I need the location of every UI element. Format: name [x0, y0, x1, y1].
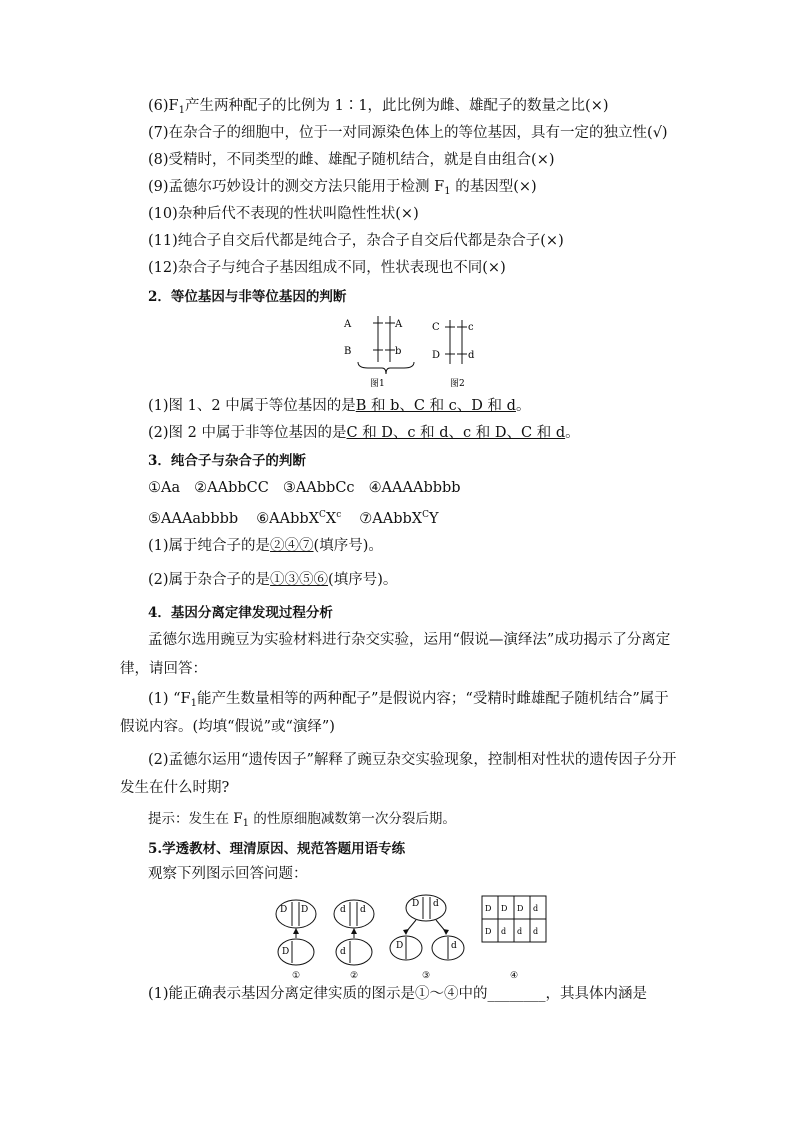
- genotype-item: ⑥AAbbX: [256, 511, 320, 527]
- judgment-text: (7)在杂合子的细胞中，位于一对同源染色体上的等位基因，具有一定的独立性(√): [148, 125, 668, 141]
- figure-caption: 图2: [450, 379, 465, 389]
- section-4-paragraph-cont: 律，请回答：: [120, 661, 207, 677]
- genotype-item: ①Aa: [148, 480, 181, 496]
- gene-label: d: [451, 941, 457, 951]
- judgment-text: 的基因型(×): [450, 179, 537, 195]
- grid-cell: d: [501, 927, 507, 936]
- gene-label: D: [301, 905, 309, 915]
- section-2-heading: 2．等位基因与非等位基因的判断: [148, 289, 347, 305]
- question-text: (2)属于杂合子的是: [148, 572, 271, 588]
- hint-text: 的性原细胞减数第一次分裂后期。: [249, 811, 456, 827]
- judgment-text: (6)F: [148, 98, 179, 114]
- hint-text: 提示：发生在 F: [148, 811, 243, 827]
- gene-label: A: [344, 319, 352, 330]
- question-text: ，其具体内涵是: [545, 986, 648, 1002]
- judgment-9: [148, 177, 537, 202]
- segregation-figures: [270, 890, 560, 980]
- diagram-4-punnett-grid: [482, 896, 546, 980]
- diagram-3: [390, 895, 464, 980]
- genotype-item: ②AAbbCC: [194, 480, 269, 496]
- question-text: (1) “F: [148, 691, 191, 707]
- answer-text: ①③⑤⑥: [270, 572, 329, 588]
- section-4-q2: (2)孟德尔运用“遗传因子”解释了豌豆杂交实验现象，控制相对性状的遗传因子分开: [148, 752, 677, 768]
- section-4-paragraph: 孟德尔选用豌豆为实验材料进行杂交实验，运用“假说—演绎法”成功揭示了分离定: [148, 632, 671, 648]
- section-3-q1: [148, 536, 383, 556]
- grid-cell: d: [533, 904, 539, 913]
- judgment-12: [148, 258, 506, 278]
- section-5-heading: 5.学透教材、理清原因、规范答题用语专练: [148, 841, 406, 857]
- gene-label: D: [282, 947, 290, 957]
- section-4-hint: [148, 809, 456, 834]
- arrow-up-icon: [351, 928, 357, 934]
- gene-label: A: [395, 319, 403, 330]
- question-text: (填序号)。: [328, 572, 398, 588]
- subscript: 1: [178, 105, 185, 116]
- gene-label: d: [340, 905, 346, 915]
- grid-cell: d: [517, 927, 523, 936]
- section-4-q1-cont: 假说内容。(均填“假说”或“演绎”): [120, 719, 335, 735]
- question-text: 。: [565, 425, 580, 441]
- section-4-heading: 4．基因分离定律发现过程分析: [148, 605, 333, 621]
- judgment-text: (8)受精时，不同类型的雌、雄配子随机结合，就是自由组合(×): [148, 152, 555, 168]
- judgment-text: 产生两种配子的比例为 1∶1，此比例为雌、雄配子的数量之比(×): [184, 98, 609, 114]
- subscript: 1: [190, 698, 197, 709]
- section-2-q1: [148, 396, 530, 416]
- gene-label: D: [432, 350, 441, 361]
- genotype-item: ④AAAAbbbb: [368, 480, 461, 496]
- grid-cell: D: [517, 904, 524, 913]
- subscript: 1: [242, 818, 250, 829]
- section-3-q2: [148, 570, 397, 590]
- figure-2: [432, 320, 475, 389]
- genotype-item: X: [325, 511, 337, 527]
- diagram-2: [334, 900, 374, 980]
- question-text: 能产生数量相等的两种配子”是假说内容；“受精时雌雄配子随机结合”属于: [197, 691, 669, 707]
- question-text: 。: [515, 398, 531, 414]
- arrow-down-icon: [403, 929, 409, 935]
- grid-cell: D: [501, 904, 508, 913]
- judgment-7: [148, 123, 668, 143]
- arrow-up-icon: [293, 928, 299, 934]
- gene-label: D: [412, 899, 420, 909]
- answer-blank[interactable]: ________: [487, 986, 546, 1002]
- question-text: (1)图 1、2 中属于等位基因的是: [148, 398, 356, 414]
- question-text: (1)能正确表示基因分离定律实质的图示是①～④中的: [148, 986, 488, 1002]
- judgment-text: (10)杂种后代不表现的性状叫隐性性状(×): [148, 206, 419, 222]
- section-4-q2-cont: 发生在什么时期?: [120, 780, 230, 796]
- gene-label: d: [360, 905, 366, 915]
- genotype-row-2: [148, 505, 439, 529]
- judgment-text: (12)杂合子与纯合子基因组成不同，性状表现也不同(×): [148, 260, 506, 276]
- genotype-row-1: [148, 478, 461, 498]
- gene-label: d: [468, 350, 475, 361]
- superscript: c: [336, 510, 342, 520]
- diagram-1: [276, 900, 316, 980]
- judgment-text: (9)孟德尔巧妙设计的测交方法只能用于检测 F: [148, 179, 445, 195]
- grid-cell: D: [485, 904, 492, 913]
- question-text: (填序号)。: [313, 538, 383, 554]
- gene-label: D: [396, 941, 404, 951]
- gene-label: d: [433, 899, 439, 909]
- section-2-q2: [148, 423, 580, 443]
- grid-cell: d: [533, 927, 539, 936]
- figure-caption: ①: [292, 971, 301, 980]
- answer-text: C 和 D、c 和 d、c 和 D、C 和 d: [346, 425, 566, 441]
- question-text: (2)图 2 中属于非等位基因的是: [148, 425, 347, 441]
- gene-label: c: [468, 322, 474, 333]
- figure-caption: ③: [422, 971, 431, 980]
- section-5-q1: [148, 984, 647, 1004]
- gene-label: C: [432, 322, 440, 333]
- genotype-item: ⑤AAAabbbb: [148, 511, 239, 527]
- grid-cell: D: [485, 927, 492, 936]
- genotype-item: ③AAbbCc: [282, 480, 355, 496]
- brace-icon: [358, 362, 414, 374]
- answer-text: B 和 b、C 和 c、D 和 d: [355, 398, 516, 414]
- judgment-8: [148, 150, 555, 170]
- judgment-text: (11)纯合子自交后代都是纯合子，杂合子自交后代都是杂合子(×): [148, 233, 564, 249]
- question-text: (1)属于纯合子的是: [148, 538, 271, 554]
- section-3-heading: 3．纯合子与杂合子的判断: [148, 453, 306, 469]
- section-4-q1: [148, 689, 669, 714]
- allele-figures: [330, 310, 490, 390]
- gene-label: B: [344, 346, 352, 357]
- judgment-6: [148, 96, 609, 121]
- genotype-item: ⑦AAbbX: [359, 511, 423, 527]
- genotype-item: Y: [429, 511, 439, 527]
- gene-label: b: [395, 346, 402, 357]
- gene-label: D: [280, 905, 288, 915]
- section-5-intro: 观察下列图示回答问题：: [148, 866, 308, 882]
- gene-label: d: [340, 947, 346, 957]
- superscript: C: [422, 510, 430, 520]
- figure-caption: ②: [350, 971, 359, 980]
- answer-text: ②④⑦: [270, 538, 314, 554]
- figure-1: [343, 316, 414, 389]
- arrow-down-icon: [443, 929, 449, 935]
- judgment-10: [148, 204, 419, 224]
- superscript: C: [319, 510, 326, 520]
- subscript: 1: [444, 186, 451, 197]
- figure-caption: 图1: [370, 379, 385, 389]
- figure-caption: ④: [510, 971, 519, 980]
- judgment-11: [148, 231, 564, 251]
